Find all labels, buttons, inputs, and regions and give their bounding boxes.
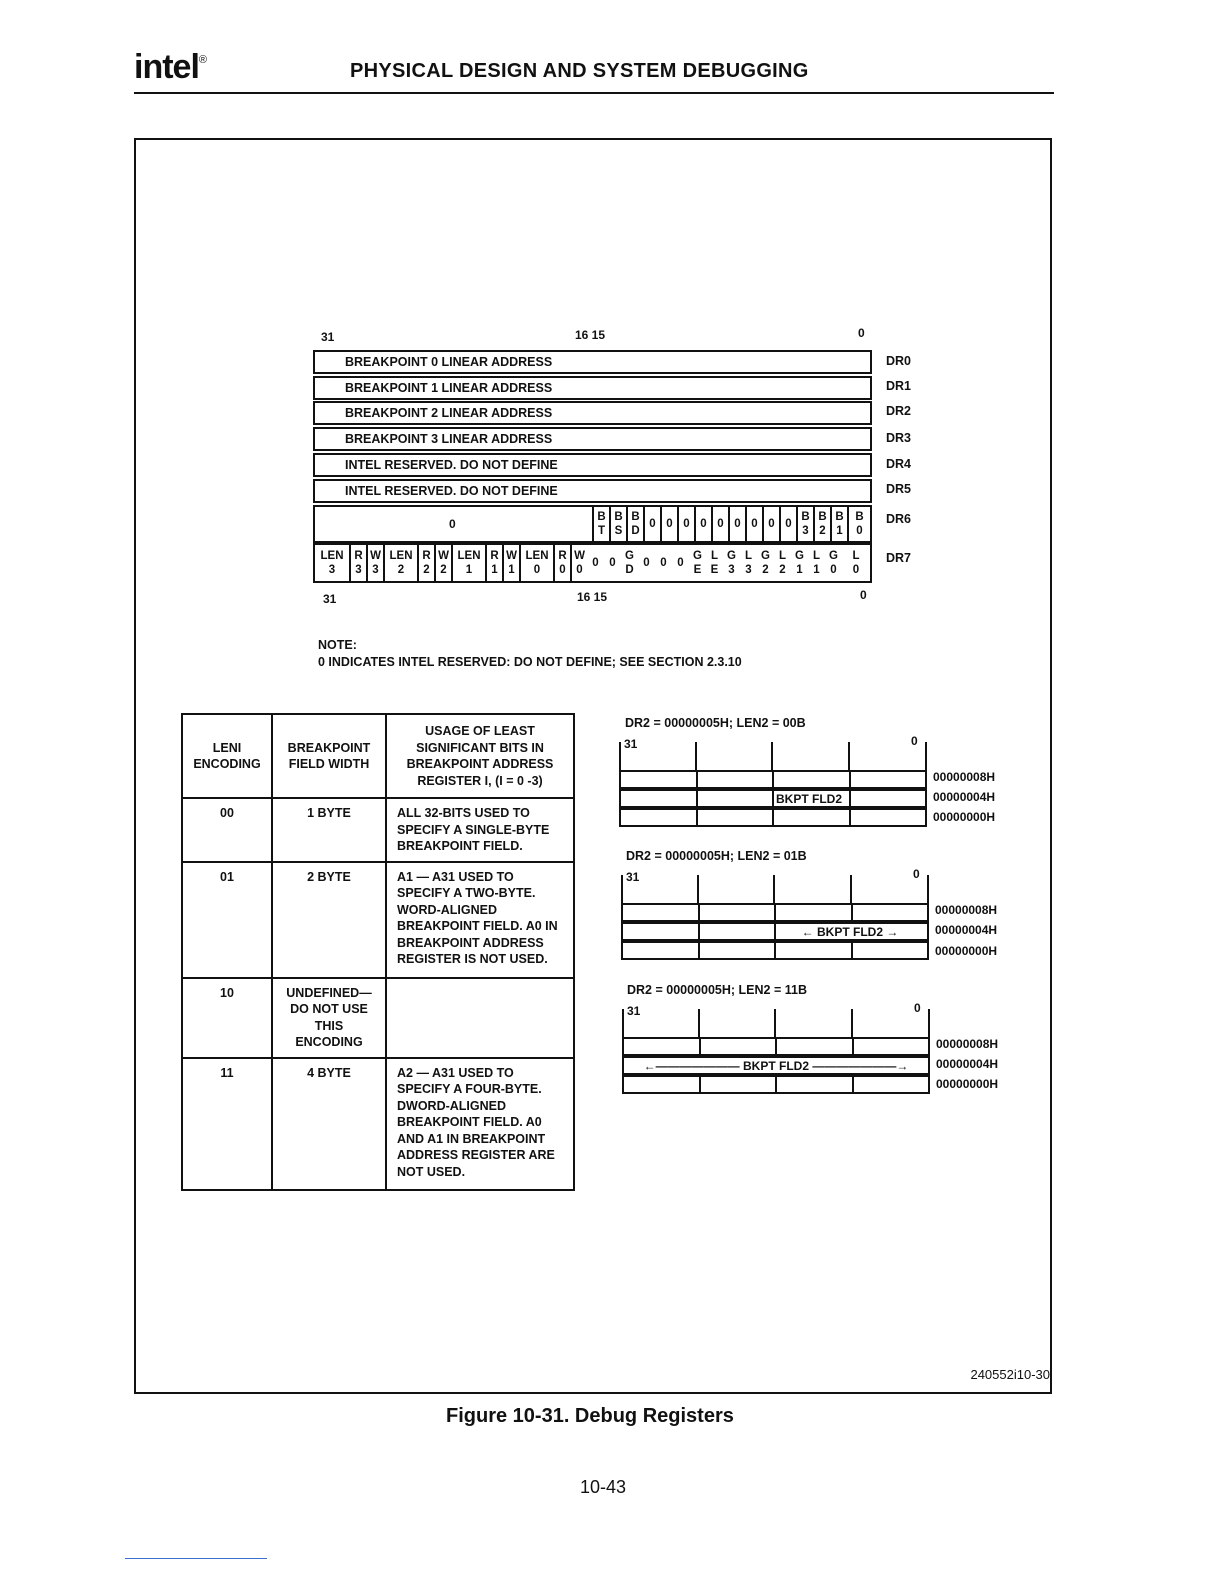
dr6-bit-reserved: 0 [643, 507, 660, 541]
bit-label-31-top: 31 [321, 330, 335, 344]
address-label: 00000008H [935, 903, 998, 917]
dr3-label: DR3 [886, 431, 912, 445]
dr7-field-w2: W 2 [434, 545, 451, 581]
dr7-field-w1: W 1 [502, 545, 519, 581]
tick [927, 875, 929, 903]
bit-label-0-bottom: 0 [860, 588, 867, 602]
tick [851, 1009, 853, 1037]
usage-cell: ALL 32-BITS USED TO SPECIFY A SINGLE-BYTE BREAKPOINT FIELD. [386, 798, 574, 862]
figure-caption: Figure 10-31. Debug Registers [446, 1405, 734, 1427]
usage-cell [386, 978, 574, 1058]
example-11-grid [622, 1037, 930, 1097]
example-01-bit-lo: 0 [913, 867, 920, 881]
width-cell: UNDEFINED— DO NOT USE THIS ENCODING [272, 978, 386, 1058]
dr7-bit-l3: L 3 [744, 550, 753, 576]
tick [697, 875, 699, 903]
address-label: 00000000H [936, 1077, 999, 1091]
figure-id: 240552i10-30 [970, 1367, 1050, 1382]
example-01-grid [621, 903, 929, 963]
example-11-bit-hi: 31 [627, 1004, 641, 1018]
grid-row [619, 770, 927, 789]
address-label: 00000000H [935, 944, 998, 958]
table-header-width: BREAKPOINT FIELD WIDTH [272, 714, 386, 798]
example-01-bkpt-field: ← BKPT FLD2 → [801, 925, 899, 939]
table-row [182, 1058, 574, 1190]
bit-label-16-15-top: 16 15 [575, 328, 606, 342]
note-text: 0 INDICATES INTEL RESERVED: DO NOT DEFINE; SEE SECTION 2.3.10 [318, 655, 742, 669]
dr6-bit-bs: B S [609, 507, 626, 541]
tick [848, 742, 850, 770]
dr5-label: DR5 [886, 482, 912, 496]
table-row [182, 862, 574, 978]
dr7-field-w0: W 0 [570, 545, 587, 581]
dr6-bit-reserved: 0 [660, 507, 677, 541]
dr6-bit-reserved: 0 [694, 507, 711, 541]
address-label: 00000004H [935, 923, 998, 937]
width-cell: 2 BYTE [272, 862, 386, 978]
dr5-row: INTEL RESERVED. DO NOT DEFINE [313, 479, 872, 503]
dr6-bit-reserved: 0 [745, 507, 762, 541]
address-label: 00000004H [933, 790, 996, 804]
example-01-bit-hi: 31 [626, 870, 640, 884]
dr1-label: DR1 [886, 379, 912, 393]
usage-cell: A1 — A31 USED TO SPECIFY A TWO-BYTE. WORD-ALIGNED BREAKPOINT FIELD. A0 IN BREAKPOINT ADDRESS REGISTER IS NOT USED. [386, 862, 574, 978]
page-header-title: PHYSICAL DESIGN AND SYSTEM DEBUGGING [350, 60, 809, 82]
dr7-bit-le: L E [710, 550, 719, 576]
footnote-rule [125, 1558, 267, 1559]
intel-logo: intel® [134, 48, 207, 86]
dr7-field-len2: LEN 2 [383, 545, 417, 581]
dr7-label: DR7 [886, 551, 912, 565]
dr7-bit-g0: G 0 [829, 550, 838, 576]
dr7-field-r2: R 2 [417, 545, 434, 581]
grid-row [621, 903, 929, 922]
address-label: 00000004H [936, 1057, 999, 1071]
dr4-row: INTEL RESERVED. DO NOT DEFINE [313, 453, 872, 477]
dr7-bit-g3: G 3 [727, 550, 736, 576]
enc-cell: 00 [182, 798, 272, 862]
dr7-bit-reserved: 0 [609, 557, 616, 569]
tick [621, 875, 623, 903]
dr7-field-w3: W 3 [366, 545, 383, 581]
example-11-title: DR2 = 00000005H; LEN2 = 11B [627, 983, 807, 997]
dr0-row: BREAKPOINT 0 LINEAR ADDRESS [313, 350, 872, 374]
example-11-bkpt-field: ←――――――― BKPT FLD2 ―――――――→ [643, 1059, 909, 1073]
dr6-reserved-upper: 0 [449, 517, 456, 531]
bit-label-0-top: 0 [858, 326, 865, 340]
dr7-bit-reserved: 0 [660, 557, 667, 569]
dr7-bit-ge: G E [693, 550, 702, 576]
dr7-bit-g2: G 2 [761, 550, 770, 576]
grid-row [619, 808, 927, 827]
enc-cell: 01 [182, 862, 272, 978]
dr6-bit-b3: B 3 [796, 507, 813, 541]
dr0-label: DR0 [886, 354, 912, 368]
page-number: 10-43 [580, 1477, 627, 1497]
width-cell: 1 BYTE [272, 798, 386, 862]
address-label: 00000008H [933, 770, 996, 784]
dr7-bit-l2: L 2 [778, 550, 787, 576]
dr4-label: DR4 [886, 457, 912, 471]
tick [925, 742, 927, 770]
dr6-bit-b1: B 1 [830, 507, 847, 541]
tick [771, 742, 773, 770]
dr6-bit-b0: B 0 [847, 507, 870, 541]
tick [695, 742, 697, 770]
dr7-field-len1: LEN 1 [451, 545, 485, 581]
dr2-row: BREAKPOINT 2 LINEAR ADDRESS [313, 401, 872, 425]
bit-label-16-15-bottom: 16 15 [577, 590, 608, 604]
address-label: 00000000H [933, 810, 996, 824]
dr6-bit-reserved: 0 [779, 507, 796, 541]
dr7-bit-reserved: 0 [643, 557, 650, 569]
dr7-field-r1: R 1 [485, 545, 502, 581]
dr6-bit-bt: B T [592, 507, 609, 541]
tick [850, 875, 852, 903]
dr7-bit-reserved: 0 [592, 557, 599, 569]
example-00-grid [619, 770, 927, 830]
dr6-bit-reserved: 0 [677, 507, 694, 541]
table-header-encoding: LENI ENCODING [182, 714, 272, 798]
dr6-bit-reserved: 0 [728, 507, 745, 541]
dr7-bit-gd: G D [625, 550, 634, 576]
dr7-bit-l1: L 1 [812, 550, 821, 576]
tick [622, 1009, 624, 1037]
grid-row [621, 941, 929, 960]
note-title: NOTE: [318, 638, 357, 652]
dr6-label: DR6 [886, 512, 912, 526]
header-divider [134, 92, 1054, 94]
dr6-bit-bd: B D [626, 507, 643, 541]
dr7-bit-reserved: 0 [677, 557, 684, 569]
dr7-field-len3: LEN 3 [320, 550, 344, 576]
dr7-row [313, 543, 872, 583]
tick [773, 875, 775, 903]
example-00-title: DR2 = 00000005H; LEN2 = 00B [625, 716, 806, 730]
tick [698, 1009, 700, 1037]
grid-row [622, 1037, 930, 1056]
dr3-row: BREAKPOINT 3 LINEAR ADDRESS [313, 427, 872, 451]
dr6-bit-reserved: 0 [762, 507, 779, 541]
dr7-field-r0: R 0 [553, 545, 570, 581]
dr7-bit-g1: G 1 [795, 550, 804, 576]
tick [928, 1009, 930, 1037]
table-row [182, 978, 574, 1058]
dr6-bit-reserved: 0 [711, 507, 728, 541]
dr7-field-len0: LEN 0 [519, 545, 553, 581]
enc-cell: 11 [182, 1058, 272, 1190]
dr1-row: BREAKPOINT 1 LINEAR ADDRESS [313, 376, 872, 400]
usage-cell: A2 — A31 USED TO SPECIFY A FOUR-BYTE. DWORD-ALIGNED BREAKPOINT FIELD. A0 AND A1 IN BREAKPOINT ADDRESS REGISTER ARE NOT USED. [386, 1058, 574, 1190]
example-00-bit-lo: 0 [911, 734, 918, 748]
len-encoding-table [181, 713, 575, 1191]
tick [619, 742, 621, 770]
bit-label-31-bottom: 31 [323, 592, 337, 606]
dr7-field-r3: R 3 [349, 545, 366, 581]
width-cell: 4 BYTE [272, 1058, 386, 1190]
address-label: 00000008H [936, 1037, 999, 1051]
figure-note [318, 637, 742, 671]
dr6-row [313, 505, 872, 543]
grid-row [622, 1075, 930, 1094]
dr2-label: DR2 [886, 404, 912, 418]
tick [774, 1009, 776, 1037]
dr7-bit-l0: L 0 [852, 550, 860, 576]
example-01-title: DR2 = 00000005H; LEN2 = 01B [626, 849, 807, 863]
table-row [182, 798, 574, 862]
enc-cell: 10 [182, 978, 272, 1058]
example-11-bit-lo: 0 [914, 1001, 921, 1015]
dr6-bit-b2: B 2 [813, 507, 830, 541]
example-00-bit-hi: 31 [624, 737, 638, 751]
example-00-bkpt-field: BKPT FLD2 [776, 792, 842, 806]
table-header-usage: USAGE OF LEAST SIGNIFICANT BITS IN BREAKPOINT ADDRESS REGISTER I, (I = 0 -3) [386, 714, 574, 798]
